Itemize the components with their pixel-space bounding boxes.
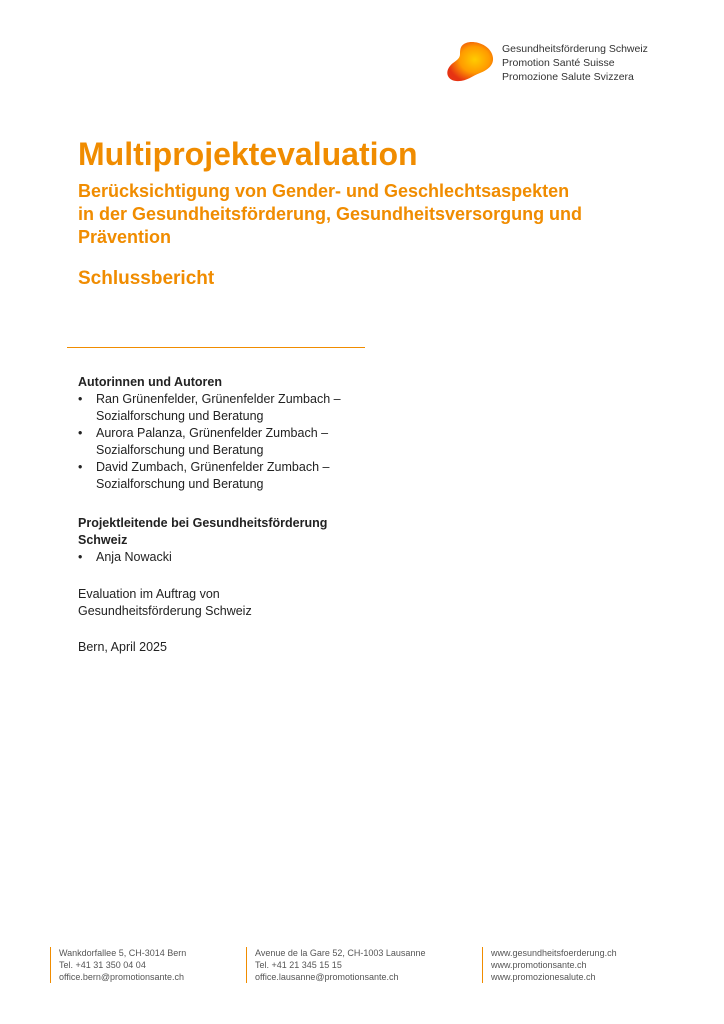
authors-list (78, 391, 378, 493)
author-item (78, 425, 378, 459)
author-name: • Aurora Palanza, Grünenfelder Zumbach – (96, 426, 329, 440)
footer-line: office.lausanne@promotionsante.ch (255, 972, 399, 982)
project-lead-section (78, 515, 378, 566)
footer-line: Tel. +41 21 345 15 15 (255, 960, 342, 970)
footer-line: www.promozionesalute.ch (491, 972, 596, 982)
commission-line: Gesundheitsförderung Schweiz (78, 604, 252, 618)
logo-text-line-1: Gesundheitsförderung Schweiz (502, 43, 648, 55)
author-item (78, 391, 378, 425)
authors-section (78, 374, 378, 493)
footer-lausanne-address (246, 947, 425, 983)
subtitle-line: Prävention (78, 227, 172, 247)
logo-text-line-2: Promotion Santé Suisse (502, 57, 615, 69)
logo-text-line-3: Promozione Salute Svizzera (502, 71, 634, 83)
author-name: • Ran Grünenfelder, Grünenfelder Zumbach – (96, 392, 341, 406)
organization-logo (444, 40, 684, 86)
author-affiliation: Sozialforschung und Beratung (96, 477, 264, 491)
swiss-health-promotion-logo-icon (444, 40, 496, 84)
place-date: Bern, April 2025 (78, 640, 167, 654)
author-affiliation: Sozialforschung und Beratung (96, 443, 264, 457)
project-lead-heading (78, 515, 378, 549)
project-lead-heading-line: Schweiz (78, 533, 128, 547)
footer-line: office.bern@promotionsante.ch (59, 972, 185, 982)
subtitle-line: Berücksichtigung von Gender- und Geschlechtsaspekten (78, 181, 570, 201)
author-name: • David Zumbach, Grünenfelder Zumbach – (96, 460, 330, 474)
footer-line: www.promotionsante.ch (491, 960, 587, 970)
footer-bern-address (50, 947, 186, 983)
footer-line: www.gesundheitsfoerderung.ch (491, 948, 617, 958)
author-item (78, 459, 378, 493)
footer-line: Tel. +41 31 350 04 04 (59, 960, 146, 970)
divider (67, 347, 365, 348)
footer-websites (482, 947, 617, 983)
authors-heading: Autorinnen und Autoren (78, 375, 222, 389)
project-lead-item: • Anja Nowacki (78, 549, 378, 566)
report-type: Schlussbericht (78, 268, 215, 289)
footer-line: Avenue de la Gare 52, CH-1003 Lausanne (255, 948, 426, 958)
subtitle-line: in der Gesundheitsförderung, Gesundheitsversorgung und (78, 204, 583, 224)
project-lead-list (78, 549, 378, 566)
document-title: Multiprojektevaluation (78, 136, 418, 172)
footer-line: Wankdorfallee 5, CH-3014 Bern (59, 948, 187, 958)
author-affiliation: Sozialforschung und Beratung (96, 409, 264, 423)
document-subtitle (78, 180, 678, 249)
commission-note (78, 586, 252, 620)
commission-line: Evaluation im Auftrag von (78, 587, 220, 601)
project-lead-heading-line: Projektleitende bei Gesundheitsförderung (78, 516, 328, 530)
